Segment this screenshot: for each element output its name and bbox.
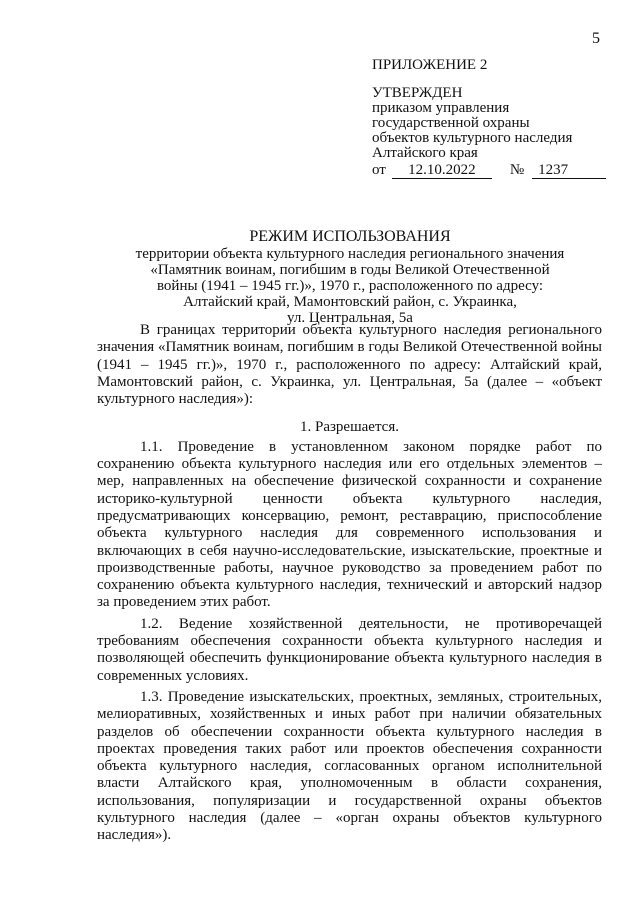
approved-label: УТВЕРЖДЕН (372, 85, 463, 101)
title-line: территории объекта культурного наследия регионального значения (135, 246, 565, 262)
document-body (97, 322, 602, 845)
intro-paragraph: В границах территории объекта культурного наследия регионального значения «Памятник воинам, погибшим в годы Великой Отечественной войны (1941 – 1945 гг.)», 1970 г., расположенного по адресу: Алтайский край, Мамонтовский район, с. Украинка, ул. Центральная, 5а (далее – «объект культурного наследия»): (97, 322, 602, 408)
approval-line: объектов культурного наследия (372, 130, 573, 146)
title-line: «Памятник воинам, погибшим в годы Великой Отечественной (150, 262, 550, 278)
title-line: войны (1941 – 1945 гг.)», 1970 г., расположенного по адресу: (156, 278, 544, 294)
approval-line: приказом управления (372, 100, 510, 116)
page-number: 5 (592, 30, 600, 47)
title-line: ул. Центральная, 5а (287, 310, 413, 326)
title-heading: РЕЖИМ ИСПОЛЬЗОВАНИЯ (249, 228, 451, 245)
clause-1-1: 1.1. Проведение в установленном законом порядке работ по сохранению объекта культурного наследия или его отдельных элементов – мер, направленных на обеспечение физической сохранности и сохранение историко-культурной ценности объекта культурного наследия, предусматривающих консервацию, ремонт, реставрацию, приспособление объекта культурного наследия для современного использования и включающих в себя научно-исследовательские, изыскательские, проектные и производственные работы, научное руководство за проведением работ по сохранению объекта культурного наследия, технический и авторский надзор за проведением этих работ. (97, 438, 602, 611)
appendix-label: ПРИЛОЖЕНИЕ 2 (372, 57, 488, 73)
clause-1-2: 1.2. Ведение хозяйственной деятельности, не противоречащей требованиям обеспечения сохранности объекта культурного наследия и позволяющей обеспечить функционирование объекта культурного наследия в современных условиях. (97, 615, 602, 684)
section-heading: 1. Разрешается. (300, 419, 399, 436)
order-date: 12.10.2022 (392, 163, 492, 179)
order-reference (372, 163, 606, 179)
order-number: 1237 (532, 163, 606, 179)
number-label: № (509, 162, 525, 178)
from-label: от (372, 162, 386, 178)
document-title (100, 229, 600, 326)
approval-stamp (372, 58, 606, 179)
title-line: Алтайский край, Мамонтовский район, с. Украинка, (183, 294, 517, 310)
approval-line: государственной охраны (372, 115, 530, 131)
approval-line: Алтайского края (372, 145, 478, 161)
clause-1-3: 1.3. Проведение изыскательских, проектных, земляных, строительных, мелиоративных, хозяйственных и иных работ при наличии обязательных разделов об обеспечении сохранности объекта культурного наследия в проектах проведения таких работ или проектов обеспечения сохранности объекта культурного наследия, согласованных органом исполнительной власти Алтайского края, уполномоченным в области сохранения, использования, популяризации и государственной охраны объектов культурного наследия (далее – «орган охраны объектов культурного наследия»). (97, 688, 602, 844)
